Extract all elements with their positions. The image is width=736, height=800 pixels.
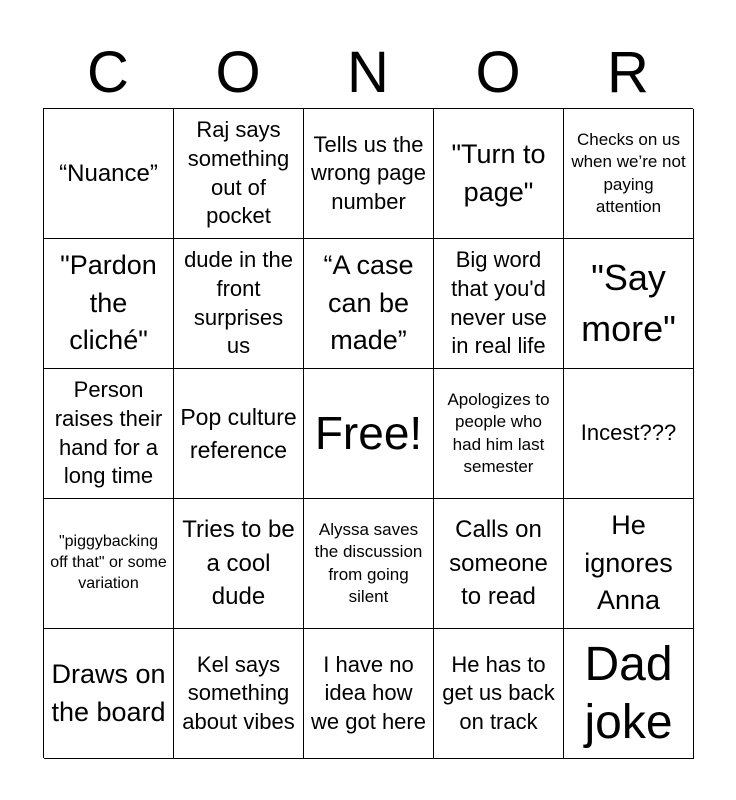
bingo-cell[interactable] xyxy=(434,629,564,759)
bingo-cell[interactable] xyxy=(564,629,694,759)
title-letter-c: C xyxy=(87,40,129,105)
bingo-cell[interactable] xyxy=(44,109,174,239)
bingo-cell[interactable] xyxy=(44,629,174,759)
bingo-cell[interactable] xyxy=(434,109,564,239)
bingo-cell[interactable] xyxy=(174,369,304,499)
bingo-cell[interactable] xyxy=(174,629,304,759)
free-space[interactable] xyxy=(304,369,434,499)
bingo-cell[interactable] xyxy=(304,629,434,759)
cell-text: dude in the front surprises us xyxy=(184,247,293,359)
title-letter-r: R xyxy=(607,40,649,105)
bingo-cell[interactable] xyxy=(564,239,694,369)
bingo-cell[interactable] xyxy=(304,239,434,369)
cell-text: Apologizes to people who had him last semester xyxy=(447,390,550,476)
title-letter-n: N xyxy=(347,40,389,105)
cell-text: "Turn to page" xyxy=(451,138,546,207)
bingo-cell[interactable] xyxy=(174,239,304,369)
cell-text: Calls on someone to read xyxy=(449,516,548,611)
cell-text: "Pardon the cliché" xyxy=(60,249,157,356)
cell-text: He has to get us back on track xyxy=(442,651,555,734)
cell-text: Draws on the board xyxy=(51,658,166,727)
free-space-text: Free! xyxy=(314,407,423,460)
cell-text: "Say more" xyxy=(581,257,676,349)
cell-text: Tells us the wrong page number xyxy=(311,131,426,214)
title-letter-o: O xyxy=(475,40,521,105)
cell-text: “Nuance” xyxy=(59,159,158,187)
bingo-title xyxy=(43,38,693,108)
bingo-cell[interactable] xyxy=(434,369,564,499)
cell-text: Incest??? xyxy=(580,420,677,446)
cell-text: Checks on us when we’re not paying attention xyxy=(571,130,686,216)
cell-text: Dad joke xyxy=(584,637,673,749)
bingo-cell[interactable] xyxy=(564,369,694,499)
cell-text: He ignores Anna xyxy=(584,509,673,616)
bingo-cell[interactable] xyxy=(434,239,564,369)
cell-text: Alyssa saves the discussion from going silent xyxy=(314,520,423,606)
bingo-cell[interactable] xyxy=(44,499,174,629)
cell-text: “A case can be made” xyxy=(323,249,414,356)
bingo-cell[interactable] xyxy=(44,369,174,499)
bingo-cell[interactable] xyxy=(304,109,434,239)
cell-text: Pop culture reference xyxy=(180,404,297,463)
bingo-cell[interactable] xyxy=(174,499,304,629)
bingo-cell[interactable] xyxy=(304,499,434,629)
bingo-cell[interactable] xyxy=(564,109,694,239)
bingo-cell[interactable] xyxy=(174,109,304,239)
cell-text: I have no idea how we got here xyxy=(311,651,426,734)
cell-text: Person raises their hand for a long time xyxy=(54,377,163,489)
bingo-board xyxy=(43,108,693,758)
bingo-cell[interactable] xyxy=(44,239,174,369)
bingo-cell[interactable] xyxy=(564,499,694,629)
cell-text: Raj says something out of pocket xyxy=(187,117,290,229)
cell-text: Tries to be a cool dude xyxy=(182,516,295,611)
cell-text: Big word that you'd never use in real life xyxy=(450,247,547,359)
bingo-cell[interactable] xyxy=(434,499,564,629)
cell-text: "piggybacking off that" or some variation xyxy=(50,533,167,592)
title-letter-o: O xyxy=(215,40,261,105)
cell-text: Kel says something about vibes xyxy=(182,651,295,734)
